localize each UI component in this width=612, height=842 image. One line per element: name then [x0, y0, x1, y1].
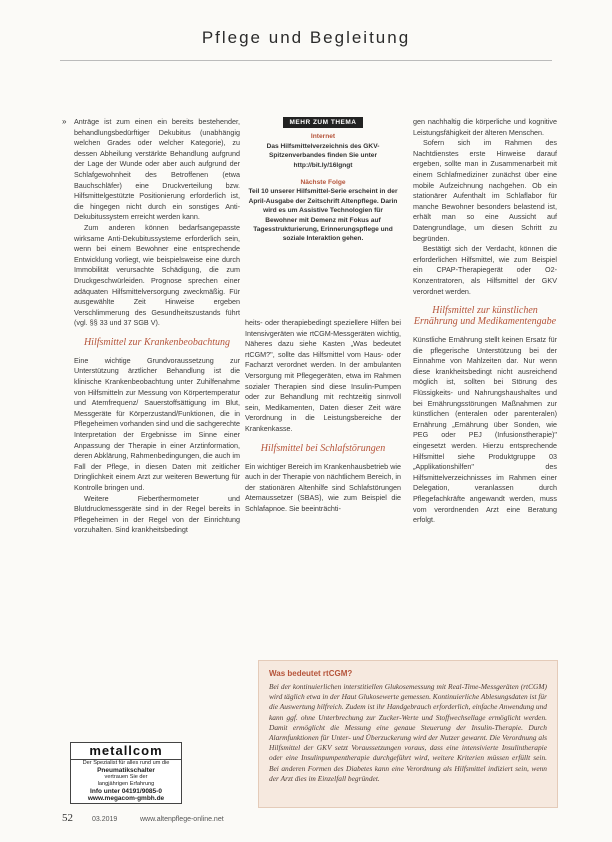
column-2 — [245, 318, 401, 515]
sidebar-heading: Internet — [310, 133, 336, 141]
sidebar-tag: MEHR ZUM THEMA — [283, 117, 363, 128]
subheading: Hilfsmittel bei Schlafstörungen — [260, 442, 386, 454]
column-1 — [74, 117, 240, 536]
sidebar-heading: Nächste Folge — [300, 179, 346, 187]
paragraph: Bestätigt sich der Verdacht, können die erforderlichen Hilfsmittel, wie zum Beispiel ein CPAP-Therapiegerät oder O2-Konzentratoren, als Hilfsmittel der GKV verordnet werden. — [413, 244, 557, 296]
bullet-icon: » — [62, 117, 67, 126]
sidebar-text: Teil 10 unserer Hilfsmittel-Serie erscheint in der April-Ausgabe der Zeitschrift Altenpflege. Darin wird es um Assistive Technologien für Bewohner mit Demenz mit Fokus auf Tagesstrukturierung, Erinnerungspflege und soziale Interaktion gehen. — [248, 188, 398, 243]
paragraph: Ein wichtiger Bereich im Krankenhausbetrieb wie auch in der Therapie von nächtlichem Bereich, in der stationären Altenhilfe sind Schlafstörungen Atemaussetzer (SBAS), wie zum Beispiel die Schlafapnoe. Sie beeinträchti- — [245, 461, 401, 513]
ad-logo: metallcom — [71, 743, 181, 760]
ad-text: Der Spezialist für alles rund um die — [82, 760, 170, 766]
ad-phone: Info unter 04191/9085-0 — [90, 788, 162, 795]
ad-text: langjährigen Erfahrung — [97, 781, 155, 787]
ad-text: vertrauen Sie der — [104, 774, 148, 780]
info-sidebar — [248, 117, 398, 244]
subheading: Hilfsmittel zur künstlichen Ernährung und Medikamentengabe — [413, 305, 557, 328]
rtcgm-info-box — [258, 660, 558, 808]
paragraph: Künstliche Ernährung stellt keinen Ersatz für die pflegerische Unterstützung bei der Einnahme von Mahlzeiten dar. Nur wenn diese krankheitsbedingt nicht ausreichend möglich ist, sollten bei Störung des Flüssigkeits- und Nahrungshaushaltes und bei Ernährungsstörungen Maßnahmen zur künstlichen (enteralen oder parenteralen) Ernährung „Ernährung über Sonden, wie PEG oder PEJ (Infusionstherapie)" eingesetzt werden. Hierzu entsprechende Hilfsmittel siehe Produktgruppe 03 „Applikationshilfen" des Hilfsmittelverzeichnisses im Rahmen einer Delegation, veranlassen durch Pflegefachkräfte angewandt werden, muss vom verordnenden Arzt eine Beratung erfolgt. — [413, 335, 557, 525]
paragraph: Zum anderen können bedarfsangepasste wirksame Anti-Dekubitussysteme erforderlich sein, wenn bei einem Bewohner eine entsprechende Entwicklung vorliegt, wie beispielsweise eine durch Immobilität verursachte Schädigung, die zum Druckgeschwürleiden. Prognose sprechen einer adäquaten Hilfsmittelversorgung zweckmäßig. Für ausgewählte Zeit Hinweise ergeben Verschlimmerung des Gesundheitszustands führt (vgl. §§ 33 und 37 SGB V). — [74, 222, 240, 328]
paragraph: Weitere Fieberthermometer und Blutdruckmessgeräte sind in der Regel bereits in Pflegeheimen in der Regel von der Einrichtung vorzuhalten. Sind krankheitsbedingt — [74, 493, 240, 535]
box-title: Was bedeutet rtCGM? — [269, 669, 353, 678]
subheading: Hilfsmittel zur Krankenbeobachtung — [83, 336, 231, 348]
paragraph: Sofern sich im Rahmen des Nachtdienstes erste Hinweise darauf ergeben, sollte man in Zusammenarbeit mit einem Schlafmediziner zunächst über eine mobile Aufzeichnung nachgehen. Ob ein stationärer Aufenthalt im Schlaflabor für manche Bewohner besonders belastend ist, erhält man so eine Aussicht auf Datengrundlage, um diesen Schritt zu begründen. — [413, 138, 557, 243]
paragraph: Anträge ist zum einen ein bereits bestehender, behandlungsbedürftiger Dekubitus (unabhängig welchen Grades oder welcher Kategorie), zu dessen Abheilung verstärkte Behandlung aufgrund der Lage der Wunde oder aber auch aufgrund der Schlafgewohnheit des Betroffenen (etwa Bauchschläfer) eine Druckverteilung bzw. Hilfsmittelgestützte Positionierung erforderlich ist, die hingegen nicht durch ein sonstiges Anti-Dekubitussystem erreicht werden kann. — [74, 117, 240, 222]
paragraph: heits- oder therapiebedingt speziellere Hilfen bei Intensivgeräten wie rtCGM-Messgeräten wichtig, Näheres dazu siehe Kasten „Was bedeutet rtCGM?", sollte das Hilfsmittel vom Haus- oder Facharzt verordnet werden. In der ambulanten Versorgung mit Pflegegeräten, etwa im Rahmen sozialer Therapien sind diese Insulin-Pumpen oder zur Behandlung mit rechtzeitig sinnvoll sein, Medikamenten, Daten dieser Zeit wäre Verordnung in die Leistungsbereiche der Krankenkasse. — [245, 318, 401, 433]
paragraph: Eine wichtige Grundvoraussetzung zur Unterstützung ärztlicher Behandlung ist die klinische Krankenbeobachtung unter Zuhilfenahme von Hilfsmitteln zur Messung von Körpertemperatur und Atemfrequenz/ Sauerstoffsättigung im Blut, Messgeräte für Körperzustand/Funktionen, die in Pflegeheimen vorhanden sind und die sachgerechte Interpretation der Ergebnisse im Sinne einer Anpassung der Therapie in einer Arztinformation, deren Abklärung, Rahmenbedingungen, die auch im Fall der Pflege, in diesen Daten mit zeitlicher Dringlichkeit einem Arzt zur weiteren Bewertung für Kontrolle bringen und. — [74, 355, 240, 492]
footer-url[interactable]: www.altenpflege-online.net — [140, 816, 224, 823]
sidebar-text: Das Hilfsmittelverzeichnis des GKV-Spitzenverbandes finden Sie unter http://bit.ly/16lgngt — [266, 142, 380, 169]
ad-url[interactable]: www.megacom-gmbh.de — [87, 795, 165, 802]
paragraph: gen nachhaltig die körperliche und kognitive Leistungsfähigkeit der älteren Menschen. — [413, 117, 557, 137]
ad-product: Pneumatikschalter — [97, 767, 155, 774]
box-text: Bei der kontinuierlichen interstitiellen Glukosemessung mit Real-Time-Messgeräten (rtCGM) wird täglich etwa in der Haut Glukosewerte gemessen. Kontinuierliche Ablesungsdaten ist für die Auswertung hilfreich. Zudem ist ihr Handgebrauch erforderlich, einfache Anwendung und kann ggf. ohne Unterbrechung zur Zucker-Werte und Stoffwechsellage ermöglicht werden. Damit ermöglicht die Messung eine genaue Steuerung der Insulin-Therapie. Durch Alarmfunktionen für Unter- und Überzuckerung wird der Nutzer gewarnt. Die Verordnung als Hilfsmittel der GKV setzt Voraussetzungen voraus, dass eine intensivierte Insulintherapie oder eine Insulinpumpentherapie durchgeführt wird, weitere Kriterien müssen erfüllt sein. Bei anderen Formen des Diabetes kann eine Verordnung als Hilfsmittel indiziert sein, wenn der Arzt dies im Einzelfall begründet. — [269, 682, 547, 783]
page-number: 52 — [62, 812, 73, 824]
page-title: Pflege und Begleitung — [201, 28, 411, 47]
column-3 — [413, 117, 557, 526]
issue-date: 03.2019 — [92, 816, 118, 823]
advertisement[interactable] — [70, 742, 182, 804]
header-divider — [60, 60, 552, 61]
